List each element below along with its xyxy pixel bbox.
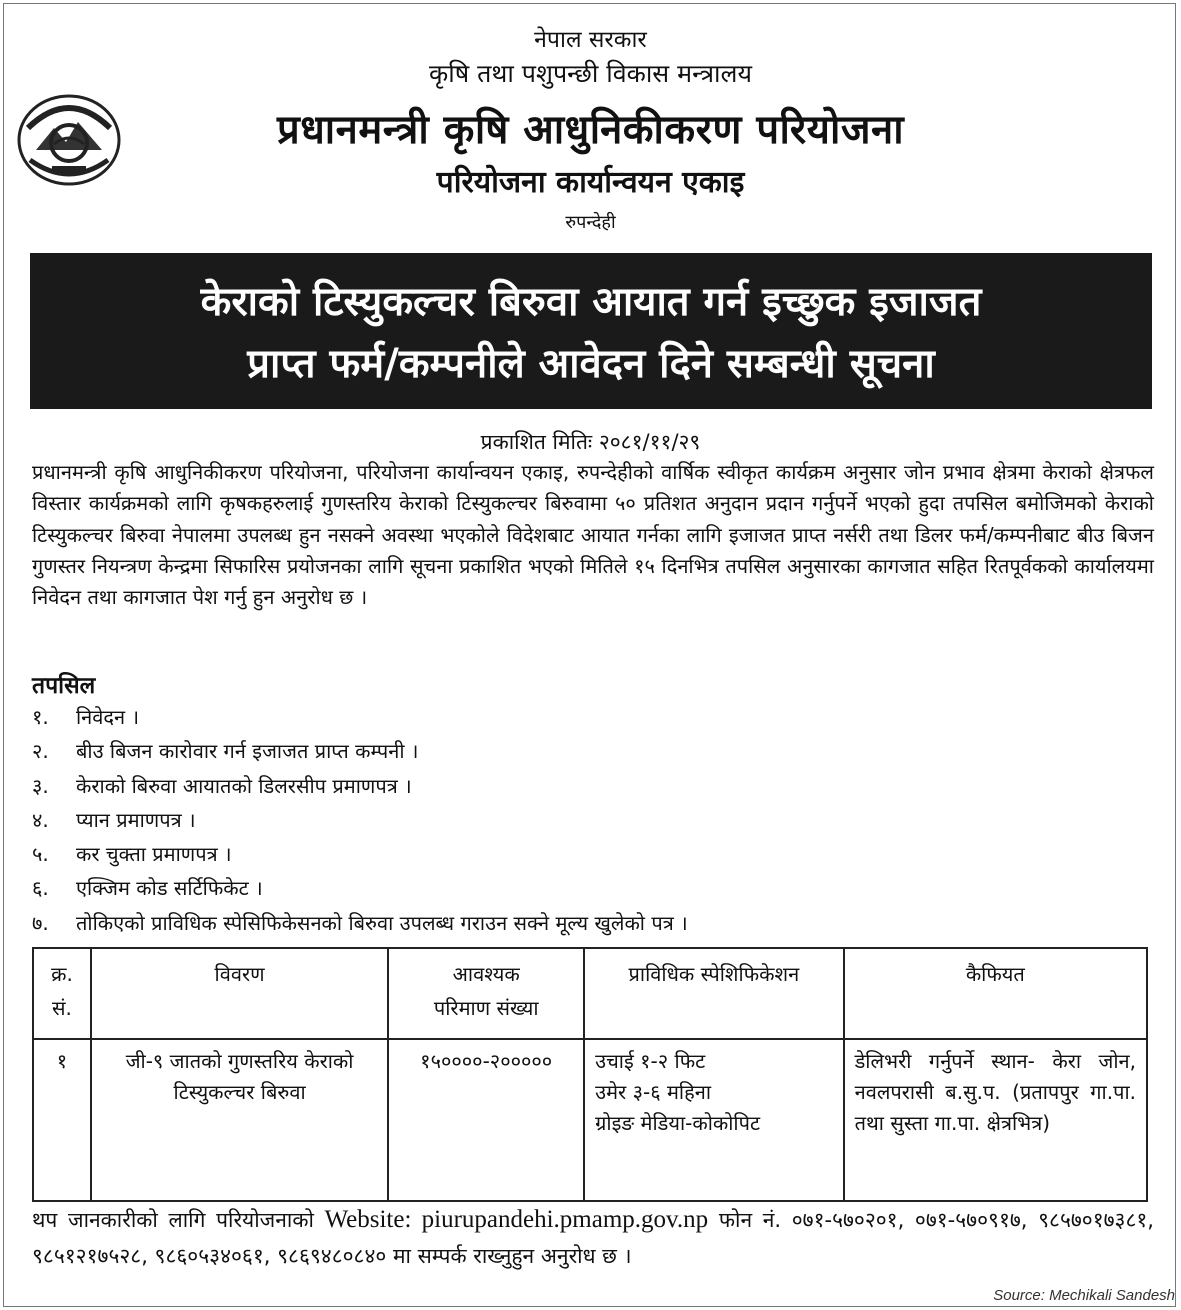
banner-line-2: प्राप्त फर्म/कम्पनीले आवेदन दिने सम्बन्धी सूचना — [247, 341, 935, 387]
cell-serial: १ — [33, 1039, 91, 1201]
list-item-text: केराको बिरुवा आयातको डिलरसीप प्रमाणपत्र । — [76, 773, 412, 798]
list-item-text: कर चुक्ता प्रमाणपत्र । — [76, 842, 232, 867]
header-serial: क्र. सं. — [33, 948, 91, 1039]
list-item — [32, 839, 688, 873]
notice-title-banner — [30, 253, 1152, 409]
header-remarks: कैफियत — [844, 948, 1147, 1039]
footer-prefix: थप जानकारीको लागि परियोजनाको — [32, 1208, 314, 1232]
list-item-text: निवेदन । — [76, 705, 140, 729]
source-credit: Source: Mechikali Sandesh — [993, 1287, 1175, 1304]
list-item-number: ६. — [32, 876, 49, 901]
list-item — [32, 908, 688, 942]
cell-description: जी-९ जातको गुणस्तरिय केराको टिस्युकल्चर बिरुवा — [91, 1039, 388, 1201]
project-title: प्रधानमन्त्री कृषि आधुनिकीकरण परियोजना — [276, 107, 905, 153]
footer-contact: फोन नं. ०७१-५७०२०१, ०७१-५७०९१७, ९८५७०१७३८१, ९८५१२१७५२८, ९८६०५३४०६१, ९८६९४८०८४० मा सम्पर्क राख्नुहुन अनुरोध छ । — [32, 1208, 1154, 1268]
table-header-row — [33, 948, 1147, 1039]
cell-remarks: डेलिभरी गर्नुपर्ने स्थान- केरा जोन, नवलपरासी ब.सु.प. (प्रतापपुर गा.पा. तथा सुस्ता गा.पा. क्षेत्रभित्र) — [844, 1039, 1147, 1201]
website-link[interactable]: Website: piurupandehi.pmamp.gov.np — [324, 1206, 709, 1233]
list-item — [32, 805, 688, 839]
header-description: विवरण — [91, 948, 388, 1039]
list-item — [32, 771, 688, 805]
banner-line-1: केराको टिस्युकल्चर बिरुवा आयात गर्न इच्छुक इजाजत — [200, 279, 982, 325]
tapsil-heading: तपसिल — [32, 673, 96, 699]
list-item-number: ३. — [32, 773, 49, 798]
implementation-unit: परियोजना कार्यान्वयन एकाइ — [436, 165, 745, 200]
list-item — [32, 736, 688, 770]
header-specification: प्राविधिक स्पेशिफिकेशन — [584, 948, 843, 1039]
list-item-number: १. — [32, 705, 49, 729]
list-item-number: ४. — [32, 807, 49, 832]
district-name: रुपन्देही — [565, 212, 616, 233]
list-item-number: २. — [32, 739, 49, 764]
list-item-text: प्यान प्रमाणपत्र । — [76, 807, 196, 832]
list-item-number: ५. — [32, 842, 49, 867]
list-item-text: बीउ बिजन कारोवार गर्न इजाजत प्राप्त कम्पनी । — [76, 739, 419, 764]
publish-date: प्रकाशित मितिः २०८१/११/२९ — [480, 430, 701, 454]
ministry-name: कृषि तथा पशुपन्छी विकास मन्त्रालय — [429, 59, 752, 88]
specification-table — [32, 947, 1148, 1202]
list-item — [32, 702, 688, 736]
notice-body: प्रधानमन्त्री कृषि आधुनिकीकरण परियोजना, परियोजना कार्यान्वयन एकाइ, रुपन्देहीको वार्षिक स्वीकृत कार्यक्रम अनुसार जोन प्रभाव क्षेत्रमा केराको क्षेत्रफल विस्तार कार्यक्रमको लागि कृषकहरुलाई गुणस्तरिय केराको टिस्युकल्चर बिरुवामा ५० प्रतिशत अनुदान प्रदान गर्नुपर्ने भएको हुदा तपसिल बमोजिमको केराको टिस्युकल्चर बिरुवा नेपालमा उपलब्ध हुन नसक्ने अवस्था भएकोले विदेशबाट आयात गर्नका लागि इजाजत प्राप्त नर्सरी तथा डिलर फर्म/कम्पनीबाट बीउ बिजन गुणस्तर नियन्त्रण केन्द्रमा सिफारिस प्रयोजनका लागि सूचना प्रकाशित भएको मितिले १५ दिनभित्र तपसिल अनुसारका कागजात सहित रितपूर्वकको कार्यालयमा निवेदन तथा कागजात पेश गर्नु हुन अनुरोध छ । — [32, 460, 1154, 610]
cell-quantity: १५००००-२००००० — [388, 1039, 584, 1201]
list-item-text: तोकिएको प्राविधिक स्पेसिफिकेसनको बिरुवा उपलब्ध गराउन सक्ने मूल्य खुलेको पत्र । — [76, 910, 688, 935]
table-row — [33, 1039, 1147, 1201]
list-item-number: ७. — [32, 910, 49, 935]
required-documents-list — [32, 702, 688, 942]
government-name: नेपाल सरकार — [534, 27, 647, 53]
list-item-text: एक्जिम कोड सर्टिफिकेट । — [76, 876, 263, 901]
header-quantity: आवश्यक परिमाण संख्या — [388, 948, 584, 1039]
cell-specification: उचाई १-२ फिट उमेर ३-६ महिना ग्रोइङ मेडिया-कोकोपिट — [584, 1039, 843, 1201]
list-item — [32, 873, 688, 907]
contact-footer — [32, 1202, 1154, 1274]
